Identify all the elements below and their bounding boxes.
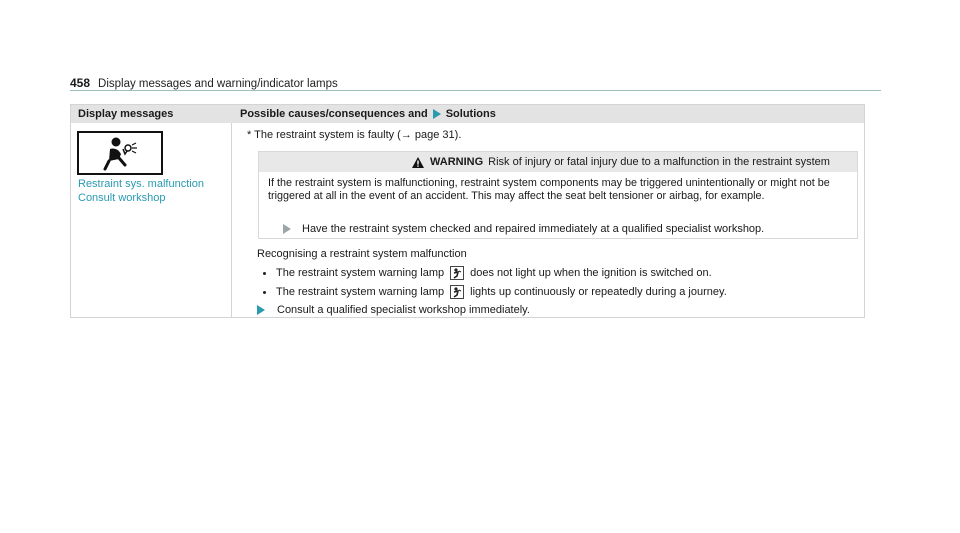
page-number: 458 <box>70 76 91 90</box>
warning-label: WARNING <box>430 156 484 168</box>
bullet-dot <box>263 272 266 275</box>
table-header-row <box>71 105 864 123</box>
cause-note: * The restraint system is faulty (→ page 31). <box>247 129 462 141</box>
bullet-dot <box>263 291 266 294</box>
consult-action-text: Consult a qualified specialist workshop immediately. <box>277 304 530 316</box>
list-item <box>263 266 712 280</box>
page-header <box>70 76 338 90</box>
restraint-warning-lamp-icon <box>450 266 464 280</box>
bullet2-before: The restraint system warning lamp <box>276 286 445 298</box>
recognising-title: Recognising a restraint system malfunction <box>257 248 467 260</box>
warning-body: If the restraint system is malfunctioning, restraint system components may be triggered unintentionally or might not be triggered at all in the event of an accident. This may affect the seat belt tensioner or airbag, for example. <box>268 177 830 202</box>
bullet1-after: does not light up when the ignition is switched on. <box>470 267 712 279</box>
consult-action <box>257 304 530 316</box>
warning-triangle-icon <box>412 157 424 168</box>
warning-box <box>258 151 858 239</box>
list-item <box>263 285 727 299</box>
bullet2-after: lights up continuously or repeatedly during a journey. <box>470 286 727 298</box>
messages-table <box>70 104 865 318</box>
display-message-line1: Restraint sys. malfunction <box>78 178 204 190</box>
airbag-person-icon <box>79 133 161 173</box>
header-divider <box>70 90 881 91</box>
solutions-arrow-icon <box>433 109 441 119</box>
warning-title: Risk of injury or fatal injury due to a malfunction in the restraint system <box>488 156 830 168</box>
restraint-system-display-icon <box>77 131 163 175</box>
warning-action-text: Have the restraint system checked and repaired immediately at a qualified specialist workshop. <box>302 223 765 235</box>
col-header-display-messages: Display messages <box>78 108 174 120</box>
col-header-causes-label: Possible causes/consequences and <box>240 108 428 120</box>
bullet1-before: The restraint system warning lamp <box>276 267 445 279</box>
action-arrow-icon <box>283 224 291 234</box>
restraint-warning-lamp-icon <box>450 285 464 299</box>
col-header-causes-solutions <box>240 108 496 120</box>
warning-header <box>259 152 857 172</box>
action-arrow-icon <box>257 305 265 315</box>
column-divider <box>231 123 232 317</box>
warning-action <box>283 223 764 235</box>
display-message-text <box>78 177 204 205</box>
display-message-line2: Consult workshop <box>78 192 166 204</box>
col-header-solutions-label: Solutions <box>445 108 496 120</box>
page-title: Display messages and warning/indicator lamps <box>98 78 338 90</box>
